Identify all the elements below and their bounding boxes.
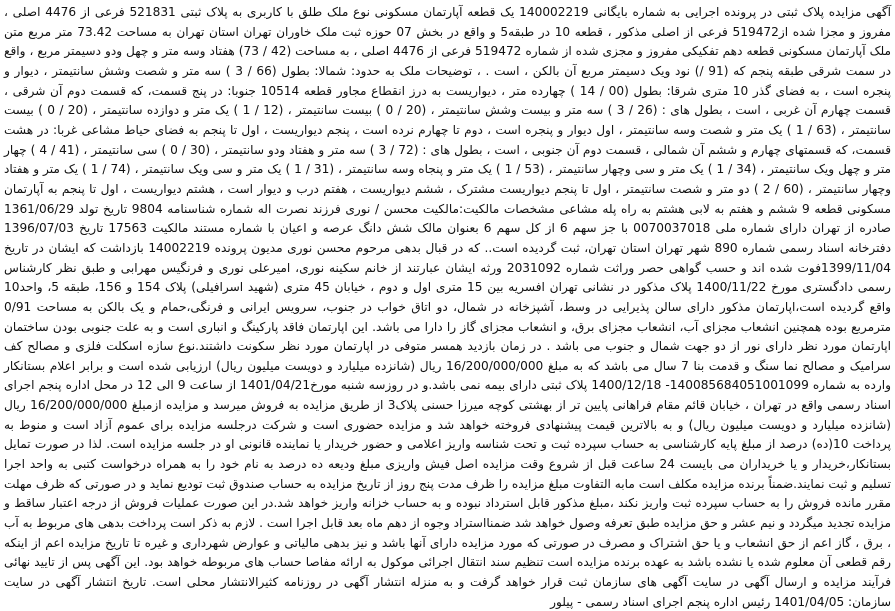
auction-notice-text: آگهی مزایده پلاک ثبتی در پرونده اجرایی به شماره بایگانی 140002219 یک قطعه آپارتمان مسکونی نوع ملک طلق با کاربری به پلاک ثبتی 521831 فرعی از 4476 اصلی ، مفروز و مجزا شده از519472 فرعی از اصلی مذکور ، قطعه 10 در طبقه5 و واقع در بخش 07 حوزه ثبت ملک خاوران تهران استان تهران به مساحت 73.42 متر مربع متن ملک آپارتمان مسکونی قطعه دهم تفکیکی مفروز و مجزی شده از شماره 519472 فرعی از 4476 اصلی ، به مساحت (42 / 73) هفتاد وسه متر و چهل ودو دسیمتر مربع ، واقع در سمت شرقی طبقه پنجم که (91 /) نود ویک دسیمتر مربع آن بالکن ، است . ، توضیحات ملک به حدود: شمالا: بطول (66 / 3 ) سه متر و شصت وشش سانتیمتر ، دیوار و پنجره است ، به فضای گذر 10 متری شرقا: بطول (00 / 14 ) چهارده متر ، دیواریست به درز انقطاع مجاور قطعه 10514 جنوبا: در پنج قسمت، که قسمت دوم آن شرقی ، قسمت چهارم آن غربی ، است ، بطول های : (26 / 3 ) سه متر و بیست وشش سانتیمتر ، (20 / 0 ) بیست سانتیمتر ، (12 / 1 ) یک متر و دوازده سانتیمتر ، (20 / 0 ) بیست سانتیمتر ، (63 / 1 ) یک متر و شصت وسه سانتیمتر ، اول دیوار و پنجره است ، دوم تا چهارم نرده است ، پنجم دیواریست ، اول تا پنجم به فضای حیاط مشاعی غربا: در هشت قسمت، که قسمتهای چهارم و ششم آن شمالی ، قسمت دوم آن جنوبی ، است ، بطول های : (72 / 3 ) سه متر و هفتاد ودو سانتیمتر ، (30 / 0 ) سی سانتیمتر ، (41 / 4 ) چهار متر و چهل ویک سانتیمتر ، (34 / 1 ) یک متر و سی وچهار سانتیمتر ، (53 / 1 ) یک متر و پنجاه وسه سانتیمتر ، (31 / 1 ) یک متر و سی ویک سانتیمتر ، (74 / 1 ) یک متر و هفتاد وچهار سانتیمتر ، (60 / 2 ) دو متر و شصت سانتیمتر ، اول تا پنجم دیواریست مشترک ، ششم دیواریست ، هفتم درب و دیوار است ، هشتم دیواریست ، اول تا پنجم به آپارتمان مسکونی قطعه 9 ششم و هفتم به لابی هشتم به راه پله مشاعی مشخصات مالکیت:مالکیت محسن / نوری فرزند نصرت اله شماره شناسنامه 9804 تاریخ تولد 1361/06/29 صادره از تهران دارای شماره ملی 0070037018 با جز سهم 6 از کل سهم 6 بعنوان مالک شش دانگ عرصه و اعیان با شماره مستند مالکیت 17563 تاریخ 1396/07/03 دفترخانه اسناد رسمی شماره 890 شهر تهران استان تهران، ثبت گردیده است.. که در قبال بدهی مرحوم محسن نوری مدیون پرونده 14002219 بازداشت که ایشان در تاریخ 1399/11/04فوت شده اند و حسب گواهی حصر وراثت شماره 2031092 ورثه ایشان عبارتند از خانم سکینه نوری، امیرعلی نوری و فرنگیس مهرابی و طبق نظر کارشناس رسمی دادگستری مورخ 1400/11/22 پلاک مذکور در نشانی تهران افسریه بین 15 متری اول و دوم ، خیابان 45 متری (شهید اسرافیلی) پلاک 154 و 156، طبقه 5، واحد10 واقع گردیده است،اپارتمان مذکور دارای سالن پذیرایی در وسط، آشپزخانه در شمال، دو اتاق خواب در جنوب، سرویس ایرانی و فرنگی،حمام و یک بالکن به مساحت 0/91 مترمربع بوده همچنین انشعاب مجزای آب، انشعاب مجزای برق، و انشعاب مجزای گاز را دارا می باشد. این اپارتمان فاقد پارکینگ و انباری است و به علت جنوبی بودن ساختمان اپارتمان مورد نظر دارای نور از دو جهت شمال و جنوب می باشد . در زمان بازدید همسر متوفی در اپارتمان مورد نظر سکونت داشتند.نوع سازه اسکلت فلزی و مصالح کف سرامیک و مصالح نما سنگ و قدمت بنا 7 سال می باشد که به مبلغ 16/200/000/000 ریال (شانزده میلیارد و دویست میلیون ریال) ارزیابی شده است و برابر اعلام بستانکار وارده به شماره 140085684051001099- 1400/12/18 پلاک ثبتی دارای بیمه نمی باشد.و در روزسه شنبه مورخ1401/04/21 از ساعت 9 الی 12 در محل اداره پنجم اجرای اسناد رسمی واقع در تهران ، خیابان قائم مقام فراهانی پایین تر از بهشتی کوچه میرزا حسنی پلاک3 از طریق مزایده به فروش میرسد و مزایده ازمبلغ 16/200/000/000 ریال (شانزده میلیارد و دویست میلیون ریال) و به بالاترین قیمت پیشنهادی فروخته خواهد شد و مزایده حضوری است و شرکت درجلسه مزایده برای عموم آزاد است و منوط به پرداخت 10(ده) درصد از مبلغ پایه کارشناسی به حساب سپرده ثبت و تحت شناسه واریز اعلامی و حضور خریدار یا نماینده قانونی او در جلسه مزایده است. لذا در صورت تمایل بستانکار،خریدار و یا خریداران می بایست 24 ساعت قبل از شروع وقت مزایده اصل فیش واریزی مبلغ ودیعه ده درصد به نام خود را به همراه درخواست کتبی به واحد اجرا تسلیم و ثبت نمایند.ضمناً برنده مزایده مکلف است مابه التفاوت مبلغ مزایده را ظرف مدت پنج روز از تاریخ مزایده به حساب صندوق ثبت تودیع نماید و در صورتی که ظرف مهلت مقرر مانده فروش را به حساب سپرده ثبت واریز نکند ،مبلغ مذکور قابل استرداد نبوده و به حساب خزانه واریز خواهد شد.در این صورت عملیات فروش از درجه اعتبار ساقط و مزایده تجدید میگردد و نیم عشر و حق مزایده طبق تعرفه وصول خواهد شد ضمنااستراد وجوه از دهم ماه بعد قابل اجرا است . لازم به ذکر است پرداخت بدهی های مربوط به آب ، برق ، گاز اعم از حق انشعاب و یا حق اشتراک و مصرف در صورتی که مورد مزایده دارای آنها باشد و نیز بدهی مالیاتی و عوارض شهرداری و غیره تا تاریخ مزایده اعم از اینکه رقم قطعی آن معلوم شده یا نشده باشد به عهده برنده مزایده است تنظیم سند انتقال اجرائی موکول به ارائه مفاصا حساب های مربوطه خواهد بود. این آگهی پس از تایید نهائی فرآیند مزایده و ارسال آگهی در سایت آگهی های سازمان ثبت قرار خواهد گرفت و به منزله انتشار آگهی در روزنامه کثیرالانتشار محلی است. تاریخ انتشار آگهی در سایت سازمان: 1401/04/05 رئیس اداره پنجم اجرای اسناد رسمی - پیلور — [4, 5, 892, 609]
